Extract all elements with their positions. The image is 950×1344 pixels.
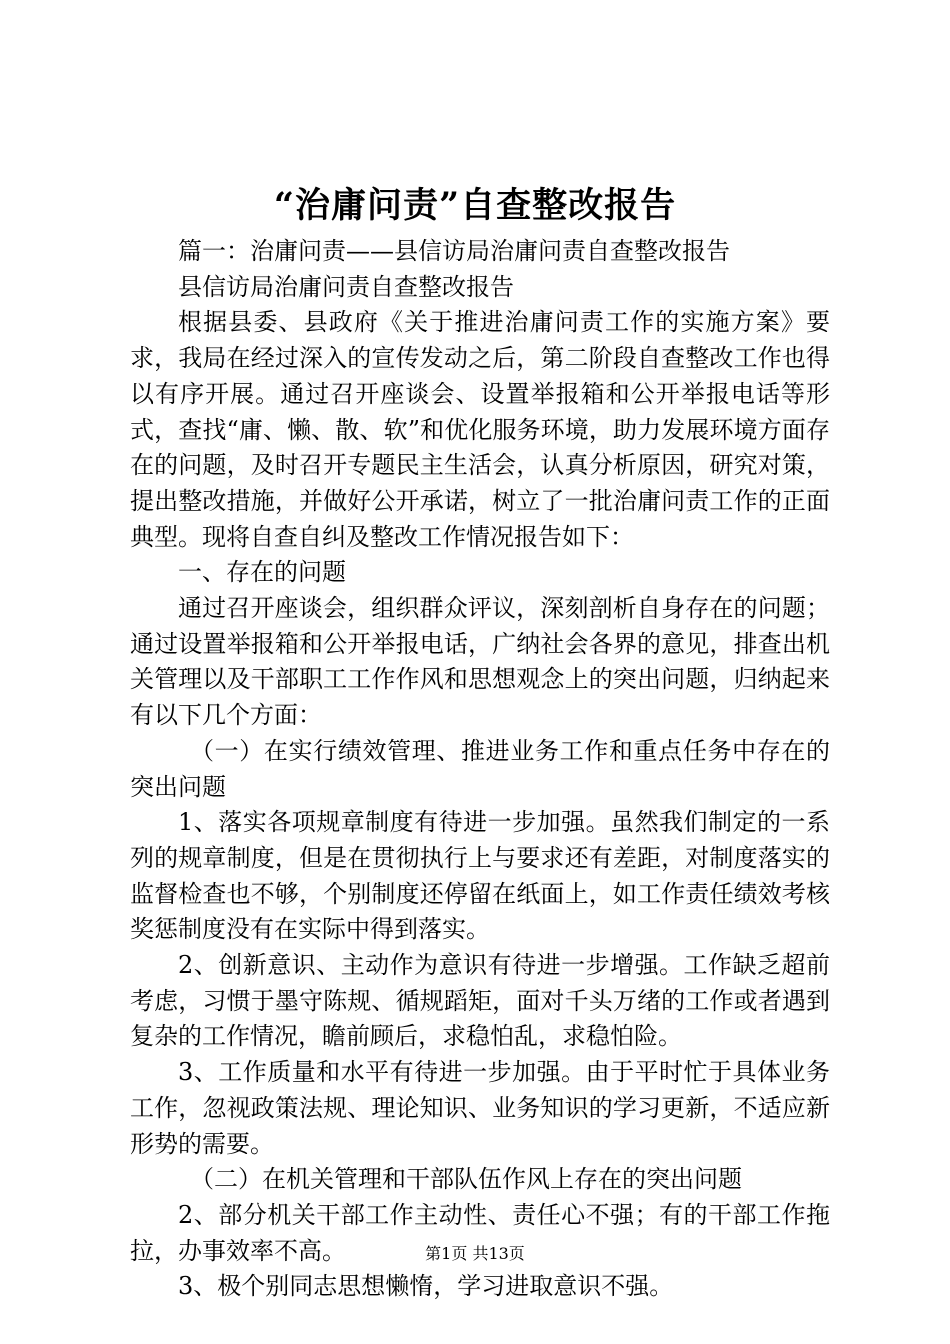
- paragraph-problems-intro: 通过召开座谈会，组织群众评议，深刻剖析自身存在的问题；通过设置举报箱和公开举报电话，广纳社会各界的意见，排查出机关管理以及干部职工工作作风和思想观念上的突出问题，归纳起来有以下几个方面：: [130, 594, 830, 730]
- list-item: 2、创新意识、主动作为意识有待进一步增强。工作缺乏超前考虑，习惯于墨守陈规、循规蹈矩，面对千头万绪的工作或者遇到复杂的工作情况，瞻前顾后，求稳怕乱，求稳怕险。: [130, 951, 830, 1051]
- document-body: [130, 234, 830, 1305]
- paragraph-subtitle: 篇一：治庸问责——县信访局治庸问责自查整改报告: [178, 237, 730, 265]
- list-item: 3、工作质量和水平有待进一步加强。由于平时忙于具体业务工作，忽视政策法规、理论知识、业务知识的学习更新，不适应新形势的需要。: [130, 1058, 830, 1158]
- paragraph-heading: 县信访局治庸问责自查整改报告: [178, 272, 514, 301]
- section-heading-problems: 一、存在的问题: [178, 558, 346, 587]
- list-item: 2、部分机关干部工作主动性、责任心不强；有的干部工作拖拉，办事效率不高。: [130, 1200, 830, 1265]
- paragraph-intro: 根据县委、县政府《关于推进治庸问责工作的实施方案》要求，我局在经过深入的宣传发动之后，第二阶段自查整改工作也得以有序开展。通过召开座谈会、设置举报箱和公开举报电话等形式，查找“庸、懒、散、软”和优化服务环境，助力发展环境方面存在的问题，及时召开专题民主生活会，认真分析原因，研究对策，提出整改措施，并做好公开承诺，树立了一批治庸问责工作的正面典型。现将自查自纠及整改工作情况报告如下：: [130, 308, 830, 551]
- page-number-footer: 第1页 共13页: [425, 1244, 525, 1263]
- subsection-heading-2: （二）在机关管理和干部队伍作风上存在的突出问题: [190, 1165, 742, 1194]
- list-item: 3、极个别同志思想懒惰，学习进取意识不强。: [178, 1272, 674, 1301]
- subsection-heading-1: （一）在实行绩效管理、推进业务工作和重点任务中存在的突出问题: [130, 736, 830, 801]
- list-item: 1、落实各项规章制度有待进一步加强。虽然我们制定的一系列的规章制度，但是在贯彻执行上与要求还有差距，对制度落实的监督检查也不够，个别制度还停留在纸面上，如工作责任绩效考核奖惩制度没有在实际中得到落实。: [130, 808, 830, 944]
- document-title: “治庸问责”自查整改报告: [273, 185, 677, 226]
